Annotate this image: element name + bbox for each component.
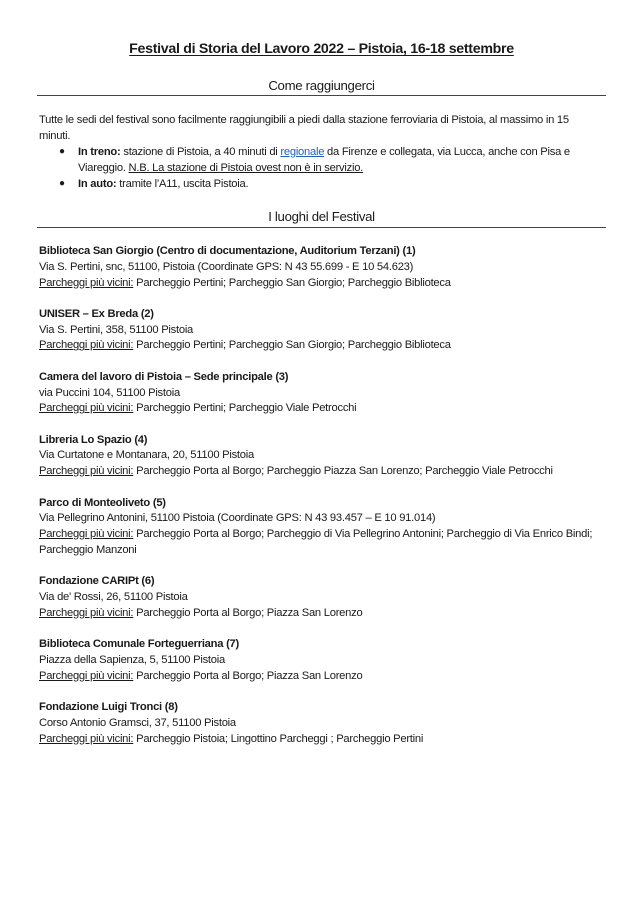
venue-parking: [39, 401, 624, 417]
venue-item: [39, 496, 624, 559]
venue-name: Parco di Monteoliveto (5): [39, 496, 166, 509]
venue-address: Piazza della Sapienza, 5, 51100 Pistoia: [39, 653, 225, 666]
section-divider: [37, 227, 606, 228]
venue-name: Libreria Lo Spazio (4): [39, 433, 148, 446]
list-item-car: [39, 176, 599, 192]
venue-address: via Puccini 104, 51100 Pistoia: [39, 386, 180, 399]
venue-address: Via Pellegrino Antonini, 51100 Pistoia (Coordinate GPS: N 43 93.457 – E 10 91.014): [39, 512, 436, 525]
venue-name: Biblioteca Comunale Forteguerriana (7): [39, 638, 239, 651]
list-item-train: [39, 144, 599, 176]
parking-list: Parcheggio Pistoia; Lingottino Parcheggi ; Parcheggio Pertini: [136, 732, 424, 745]
parking-list: Parcheggio Porta al Borgo; Piazza San Lorenzo: [136, 606, 363, 619]
venue-parking: [39, 669, 624, 685]
venue-parking: [39, 606, 624, 622]
parking-label: Parcheggi più vicini:: [39, 465, 134, 478]
parking-label: Parcheggi più vicini:: [39, 606, 134, 619]
venue-name: Biblioteca San Giorgio (Centro di documentazione, Auditorium Terzani) (1): [39, 245, 416, 257]
regionale-link[interactable]: regionale: [280, 146, 325, 158]
venue-address: Via Curtatone e Montanara, 20, 51100 Pistoia: [39, 449, 254, 462]
venue-parking: [39, 276, 624, 292]
venue-item: [39, 700, 624, 747]
parking-label: Parcheggi più vicini:: [39, 402, 134, 415]
parking-list: Parcheggio Porta al Borgo; Parcheggio di Via Pellegrino Antonini; Parcheggio di Via Enrico Bindi; Parcheggio Manzoni: [39, 528, 593, 556]
parking-label: Parcheggi più vicini:: [39, 669, 134, 682]
venue-parking: [39, 464, 624, 480]
venue-address: Via S. Pertini, snc, 51100, Pistoia (Coordinate GPS: N 43 55.699 - E 10 54.623): [39, 260, 414, 273]
section-heading-venues: I luoghi del Festival: [268, 209, 375, 224]
venues-list: [39, 244, 624, 763]
venue-parking: [39, 527, 624, 559]
venue-address: Via de' Rossi, 26, 51100 Pistoia: [39, 591, 188, 604]
parking-label: Parcheggi più vicini:: [39, 528, 134, 541]
venue-parking: [39, 732, 624, 748]
parking-label: Parcheggi più vicini:: [39, 732, 134, 745]
venue-item: [39, 574, 624, 621]
venue-name: UNISER – Ex Breda (2): [39, 307, 154, 320]
parking-list: Parcheggio Porta al Borgo; Piazza San Lorenzo: [136, 669, 363, 682]
venue-item: [39, 307, 624, 354]
venue-item: [39, 244, 624, 291]
parking-label: Parcheggi più vicini:: [39, 276, 134, 289]
car-text: tramite l’A11, uscita Pistoia.: [116, 178, 249, 190]
car-label: In auto:: [78, 178, 117, 190]
section-divider: [37, 95, 606, 96]
parking-label: Parcheggi più vicini:: [39, 339, 134, 352]
parking-list: Parcheggio Porta al Borgo; Parcheggio Piazza San Lorenzo; Parcheggio Viale Petrocchi: [136, 465, 553, 478]
venue-item: [39, 433, 624, 480]
section-heading-how-to-reach: Come raggiungerci: [268, 78, 375, 93]
venue-address: Corso Antonio Gramsci, 37, 51100 Pistoia: [39, 716, 236, 729]
train-label: In treno:: [78, 146, 121, 158]
parking-list: Parcheggio Pertini; Parcheggio San Giorgio; Parcheggio Biblioteca: [136, 339, 451, 352]
travel-options-list: [39, 144, 599, 192]
document-title: Festival di Storia del Lavoro 2022 – Pistoia, 16-18 settembre: [129, 41, 514, 57]
station-note: N.B. La stazione di Pistoia ovest non è in servizio.: [128, 162, 364, 174]
venue-address: Via S. Pertini, 358, 51100 Pistoia: [39, 323, 194, 336]
venue-name: Camera del lavoro di Pistoia – Sede principale (3): [39, 370, 289, 383]
venue-item: [39, 370, 624, 417]
bullet-icon: ●: [59, 178, 65, 189]
venue-parking: [39, 338, 624, 354]
parking-list: Parcheggio Pertini; Parcheggio Viale Petrocchi: [136, 402, 357, 415]
intro-paragraph: Tutte le sedi del festival sono facilmente raggiungibili a piedi dalla stazione ferroviaria di Pistoia, al massimo in 15 minuti.: [39, 114, 569, 142]
venue-name: Fondazione Luigi Tronci (8): [39, 701, 178, 714]
train-text-cont: da Firenze e collegata, via Lucca, anche con Pisa e Viareggio.: [78, 146, 570, 174]
venue-item: [39, 637, 624, 684]
venue-name: Fondazione CARIPt (6): [39, 575, 155, 588]
train-text: stazione di Pistoia, a 40 minuti di: [120, 146, 281, 158]
bullet-icon: ●: [59, 146, 65, 157]
parking-list: Parcheggio Pertini; Parcheggio San Giorgio; Parcheggio Biblioteca: [136, 276, 451, 289]
